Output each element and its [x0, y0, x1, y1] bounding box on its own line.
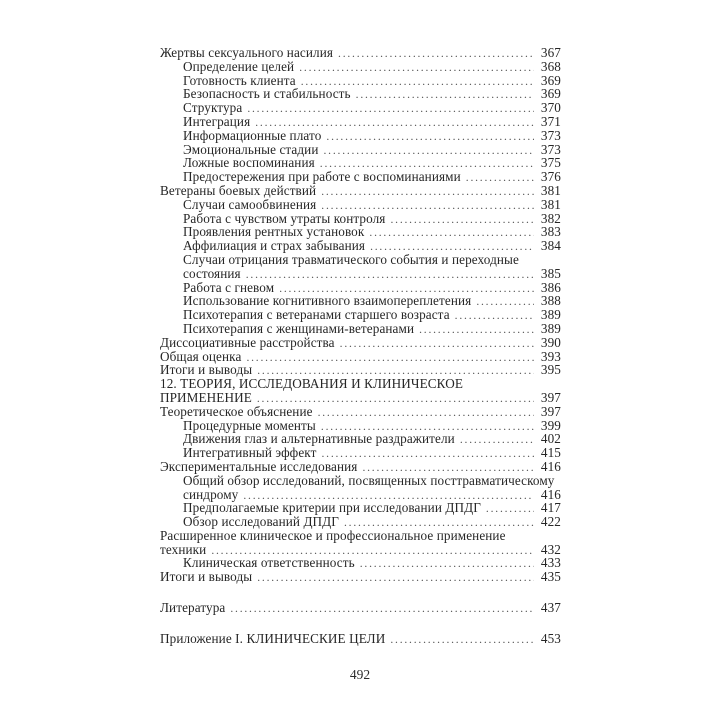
toc-entry-text: Информационные плато: [183, 127, 322, 143]
toc-entry-text: техники: [160, 541, 207, 557]
toc-entry-text: состояния: [183, 265, 241, 281]
toc-entry: [160, 60, 561, 74]
toc-entry: [160, 156, 561, 170]
toc-leader-dots: [486, 503, 534, 517]
toc-entry-text: Приложение I. КЛИНИЧЕСКИЕ ЦЕЛИ: [160, 630, 386, 646]
toc-entry: [160, 391, 561, 405]
toc-entry: [160, 460, 561, 474]
toc-entry: [160, 543, 561, 557]
toc-entry: [160, 601, 561, 615]
toc-entry-text: 12. ТЕОРИЯ, ИССЛЕДОВАНИЯ И КЛИНИЧЕСКОЕ: [160, 376, 463, 392]
toc-page-number: 389: [540, 307, 561, 323]
toc-entry-text: Жертвы сексуального насилия: [160, 45, 334, 60]
toc-entry: [160, 170, 561, 184]
toc-leader-dots: [338, 48, 534, 62]
toc-entry: [160, 115, 561, 129]
toc-leader-dots: [390, 214, 534, 228]
toc-entry: [160, 515, 561, 529]
toc-leader-dots: [455, 310, 534, 324]
toc-entry-text: Расширенное клиническое и профессиональное применение: [160, 527, 506, 543]
toc-leader-dots: [340, 338, 534, 352]
toc-leader-dots: [247, 103, 534, 117]
toc-entry: [160, 377, 561, 391]
toc-page-number: 416: [540, 486, 561, 502]
toc-page-number: 402: [540, 431, 561, 447]
toc-page-number: 375: [540, 155, 561, 171]
toc-entry: [160, 198, 561, 212]
toc-page-number: 381: [540, 182, 561, 198]
toc-entry-text: Теоретическое объяснение: [160, 403, 313, 419]
toc-page-number: 388: [540, 293, 561, 309]
toc-entry-text: Итоги и выводы: [160, 362, 253, 378]
toc-entry: [160, 101, 561, 115]
toc-entry: [160, 488, 561, 502]
toc-entry-text: Процедурные моменты: [183, 417, 316, 433]
toc-page-number: 415: [540, 445, 561, 461]
toc-page-number: 435: [540, 569, 561, 585]
toc-leader-dots: [390, 634, 534, 648]
toc-entry: [160, 529, 561, 543]
toc-page-number: 433: [540, 555, 561, 571]
toc-entry-text: Движения глаз и альтернативные раздражители: [183, 431, 455, 447]
toc-entry-text: ПРИМЕНЕНИЕ: [160, 389, 252, 405]
toc-page-number: 383: [540, 224, 561, 240]
toc-entry: [160, 556, 561, 570]
toc-leader-dots: [246, 269, 534, 283]
toc-leader-dots: [356, 89, 534, 103]
toc-entry-text: Итоги и выводы: [160, 569, 253, 585]
toc-entry-text: Обзор исследований ДПДГ: [183, 514, 339, 530]
toc-entry: [160, 129, 561, 143]
toc-entry-text: Диссоциативные расстройства: [160, 334, 335, 350]
toc-page-number: 373: [540, 141, 561, 157]
toc-entry: [160, 405, 561, 419]
toc-page-number: 385: [540, 265, 561, 281]
toc-page-number: 389: [540, 320, 561, 336]
toc-entry-text: Экспериментальные исследования: [160, 458, 358, 474]
toc-entry-text: Случаи самообвинения: [183, 196, 317, 212]
toc-entry: [160, 446, 561, 460]
toc-leader-dots: [326, 131, 534, 145]
toc-leader-dots: [460, 434, 534, 448]
toc-page-number: 370: [540, 100, 561, 116]
toc-leader-dots: [324, 145, 535, 159]
toc-page-number: 373: [540, 127, 561, 143]
toc-page-number: 393: [540, 348, 561, 364]
toc-leader-dots: [257, 572, 534, 586]
toc-entry: [160, 281, 561, 295]
toc-entry-text: Ложные воспоминания: [183, 155, 315, 171]
toc-entry: [160, 474, 561, 488]
toc-entry-text: Проявления рентных установок: [183, 224, 365, 240]
toc-page-number: 367: [540, 45, 561, 60]
toc-page-number: 417: [540, 500, 561, 516]
toc-page-number: 453: [540, 630, 561, 646]
toc-entry-text: Клиническая ответственность: [183, 555, 355, 571]
toc-page-number: 416: [540, 458, 561, 474]
toc-page-number: 437: [540, 600, 561, 616]
toc-page-number: 395: [540, 362, 561, 378]
toc-entry: [160, 212, 561, 226]
toc-leader-dots: [360, 558, 534, 572]
toc-entry-text: Использование когнитивного взаимопереплетения: [183, 293, 472, 309]
toc-entry-text: Аффилиация и страх забывания: [183, 238, 366, 254]
toc-page-number: 422: [540, 514, 561, 530]
toc-entry-text: Общий обзор исследований, посвященных посттравматическому: [183, 472, 555, 488]
toc-entry-text: Интегративный эффект: [183, 445, 317, 461]
toc-leader-dots: [466, 172, 534, 186]
toc-page-number: 397: [540, 403, 561, 419]
toc-entry: [160, 253, 561, 267]
toc-entry-text: Определение целей: [183, 58, 295, 74]
toc-entry: [160, 570, 561, 584]
toc-leader-dots: [321, 186, 534, 200]
toc-page-number: 432: [540, 541, 561, 557]
toc-entry-text: Литература: [160, 600, 226, 616]
toc-leader-dots: [299, 62, 534, 76]
toc-entry-text: Безопасность и стабильность: [183, 86, 351, 102]
toc-leader-dots: [369, 227, 534, 241]
toc-entry: [160, 239, 561, 253]
toc-entry: [160, 308, 561, 322]
toc-entry: [160, 419, 561, 433]
toc-entry: [160, 336, 561, 350]
toc-entry: [160, 432, 561, 446]
toc-entry-text: Предполагаемые критерии при исследовании ДПДГ: [183, 500, 481, 516]
toc-entry-text: Эмоциональные стадии: [183, 141, 319, 157]
toc-page-number: 397: [540, 389, 561, 405]
toc-entry-text: Ветераны боевых действий: [160, 182, 317, 198]
toc-entry: [160, 143, 561, 157]
toc-entry-text: Интеграция: [183, 113, 251, 129]
toc-page-number: 381: [540, 196, 561, 212]
toc-entry-text: Случаи отрицания травматического события и переходные: [183, 251, 519, 267]
toc-entry: [160, 350, 561, 364]
toc-entry-text: Работа с гневом: [183, 279, 275, 295]
toc-entry-text: Работа с чувством утраты контроля: [183, 210, 386, 226]
toc-leader-dots: [476, 296, 534, 310]
folio-page-number: 492: [349, 667, 371, 682]
toc-page-number: 390: [540, 334, 561, 350]
toc-entry: [160, 87, 561, 101]
toc-entry-text: Структура: [183, 100, 243, 116]
toc-leader-dots: [246, 352, 534, 366]
toc-entry: [160, 225, 561, 239]
toc-entry: [160, 632, 561, 646]
toc-entry: [160, 363, 561, 377]
toc-entry: [160, 267, 561, 281]
toc-entry-text: синдрому: [183, 486, 239, 502]
toc-page-number: 369: [540, 86, 561, 102]
toc-page-number: 386: [540, 279, 561, 295]
toc-entry: [160, 294, 561, 308]
toc-entry-text: Общая оценка: [160, 348, 242, 364]
toc-page-number: 384: [540, 238, 561, 254]
toc-entry-text: Психотерапия с ветеранами старшего возраста: [183, 307, 450, 323]
toc-entry: [160, 46, 561, 60]
toc-leader-dots: [230, 603, 534, 617]
toc-leader-dots: [318, 407, 534, 421]
toc-entry: [160, 501, 561, 515]
toc-page-number: 371: [540, 113, 561, 129]
toc-entry: [160, 74, 561, 88]
toc-entry: [160, 184, 561, 198]
toc-entry-text: Готовность клиента: [183, 72, 296, 88]
toc-page-number: 376: [540, 169, 561, 185]
toc-entry: [160, 322, 561, 336]
toc-list: [160, 46, 561, 646]
toc-page-number: 369: [540, 72, 561, 88]
toc-leader-dots: [419, 324, 534, 338]
toc-page-number: 382: [540, 210, 561, 226]
toc-page-number: 399: [540, 417, 561, 433]
toc-entry-text: Психотерапия с женщинами-ветеранами: [183, 320, 415, 336]
toc-page-number: 368: [540, 58, 561, 74]
toc-entry-text: Предостережения при работе с воспоминаниями: [183, 169, 461, 185]
